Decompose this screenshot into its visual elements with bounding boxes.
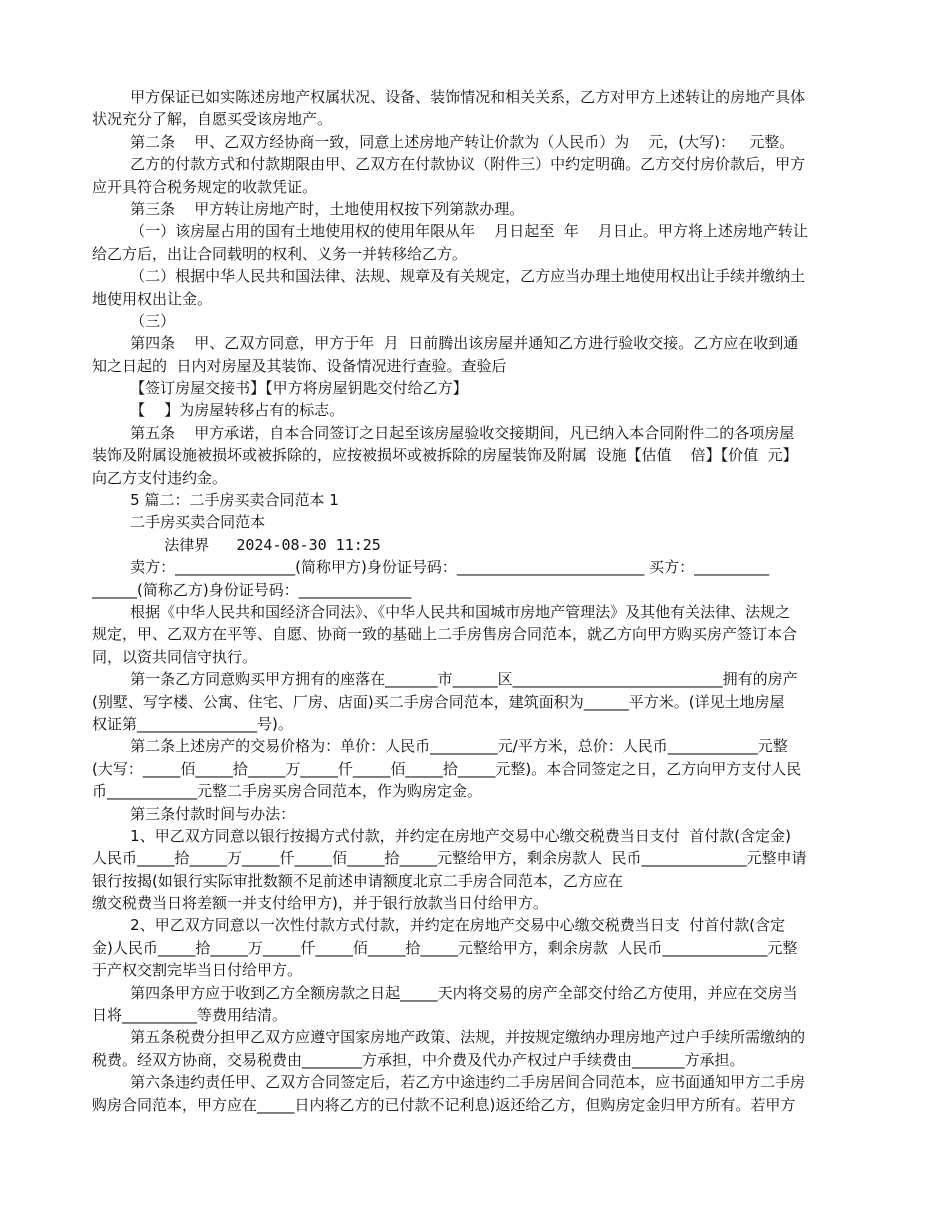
paragraph-line: 第五条 甲方承诺，自本合同签订之日起至该房屋验收交接期间，凡已纳入本合同附件二的各项房屋 [92,423,795,442]
paragraph-line: 购房合同范本，甲方应在_____日内将乙方的已付款不记利息)返还给乙方，但购房定金归甲方所有。若甲方 [92,1095,796,1114]
paragraph-line: 乙方的付款方式和付款期限由甲、乙双方在付款协议（附件三）中约定明确。乙方交付房价款后，甲方 [92,155,806,174]
paragraph-line: 第三条 甲方转让房地产时，土地使用权按下列第款办理。 [92,199,525,218]
paragraph-line: 银行按揭(如银行实际审批数额不足前述申请额度北京二手房合同范本，乙方应在 [92,871,623,890]
paragraph-line: 税费。经双方协商，交易税费由________方承担，中介费及代办产权过户手续费由_______方承担。 [92,1050,745,1069]
paragraph-line: 币____________元整二手房买房合同范本，作为购房定金。 [92,782,483,801]
paragraph-line: 第四条甲方应于收到乙方全额房款之日起_____天内将交易的房产全部交付给乙方使用，并应在交房当 [92,983,798,1002]
paragraph-line: 金)人民币_____拾_____万_____仟_____佰_____拾_____元整给甲方，剩余房款 人民币______________元整 [92,938,798,957]
party-line: 卖方：________________(简称甲方)身份证号码：_________________________ 买方：__________ [92,558,770,577]
paragraph-line: (别墅、写字楼、公寓、住宅、厂房、店面)买二手房合同范本，建筑面积为______平方米。(详见土地房屋 [92,692,785,711]
paragraph-line: 地使用权出让金。 [92,289,213,308]
paragraph-line: 应开具符合税务规定的收款凭证。 [92,177,318,196]
paragraph-line: 同，以资共同信守执行。 [92,647,258,666]
paragraph-line: 1、甲乙双方同意以银行按揭方式付款，并约定在房地产交易中心缴交税费当日支付 首付款(含定金) [92,826,791,845]
paragraph-line: 日将__________等费用结清。 [92,1006,288,1025]
paragraph-line: 第二条上述房产的交易价格为：单价：人民币_________元/平方米，总价：人民币____________元整 [92,737,788,756]
section-heading: 5 篇二：二手房买卖合同范本 1 [92,491,339,510]
paragraph-line: （二）根据中华人民共和国法律、法规、规章及有关规定，乙方应当办理土地使用权出让手续并缴纳土 [92,267,806,286]
paragraph-line: 向乙方支付违约金。 [92,468,228,487]
paragraph-line: 第二条 甲、乙双方经协商一致，同意上述房地产转让价款为（人民币）为 元，(大写)： 元整。 [92,132,795,151]
paragraph-line: 【 】为房屋转移占有的标志。 [92,401,345,420]
paragraph-line: 第五条税费分担甲乙双方应遵守国家房地产政策、法规，并按规定缴纳办理房地产过户手续所需缴纳的 [92,1028,806,1047]
paragraph-line: 规定，甲、乙双方在平等、自愿、协商一致的基础上二手房售房合同范本，就乙方向甲方购买房产签订本合 [92,625,798,644]
paragraph-line: 缴交税费当日将差额一并支付给甲方)，并于银行放款当日付给甲方。 [92,894,548,913]
paragraph-line: 人民币_____拾_____万_____仟_____佰_____拾_____元整给甲方，剩余房款人 民币______________元整申请 [92,849,807,868]
paragraph-line: 第四条 甲、乙双方同意，甲方于年 月 日前腾出该房屋并通知乙方进行验收交接。乙方应在收到通 [92,334,799,353]
paragraph-line: 权证第________________号)。 [92,714,293,733]
paragraph-line: 第一条乙方同意购买甲方拥有的座落在_______市______区____________________________拥有的房产 [92,670,798,689]
paragraph-line: （三） [92,311,176,330]
paragraph-line: 给乙方后，出让合同载明的权利、义务一并转移给乙方。 [92,244,468,263]
party-line: ______(简称乙方)身份证号码：_______________ [92,580,412,599]
paragraph-line: 状况充分了解，自愿买受该房地产。 [92,110,333,129]
paragraph-line: 于产权交割完毕当日付给甲方。 [92,961,303,980]
paragraph-line: 2、甲乙双方同意以一次性付款方式付款，并约定在房地产交易中心缴交税费当日支 付首付款(含定 [92,916,786,935]
paragraph-line: 【签订房屋交接书】【甲方将房屋钥匙交付给乙方】 [92,379,468,398]
source-date-line: 法律界 2024-08-30 11:25 [92,535,381,554]
document-title: 二手房买卖合同范本 [92,513,266,532]
paragraph-line: 第六条违约责任甲、乙双方合同签定后，若乙方中途违约二手房居间合同范本，应书面通知甲方二手房 [92,1073,806,1092]
paragraph-line: (大写：_____佰_____拾_____万_____仟_____佰_____拾_____元整)。本合同签定之日，乙方向甲方支付人民 [92,759,802,778]
paragraph-line: 装饰及附属设施被损坏或被拆除的，应按被损坏或被拆除的房屋装饰及附属 设施【估值 倍】【价值 元】 [92,446,798,465]
paragraph-line: 根据《中华人民共和国经济合同法》、《中华人民共和国城市房地产管理法》及其他有关法律、法规之 [92,602,791,621]
paragraph-line: 知之日起的 日内对房屋及其装饰、设备情况进行查验。查验后 [92,356,507,375]
document-page [92,86,862,1116]
paragraph-line: 甲方保证已如实陈述房地产权属状况、设备、装饰情况和相关关系，乙方对甲方上述转让的房地产具体 [92,88,806,106]
paragraph-line: 第三条付款时间与办法： [92,804,296,823]
paragraph-line: （一）该房屋占用的国有土地使用权的使用年限从年 月日起至 年 月日止。甲方将上述房地产转让 [92,222,808,241]
